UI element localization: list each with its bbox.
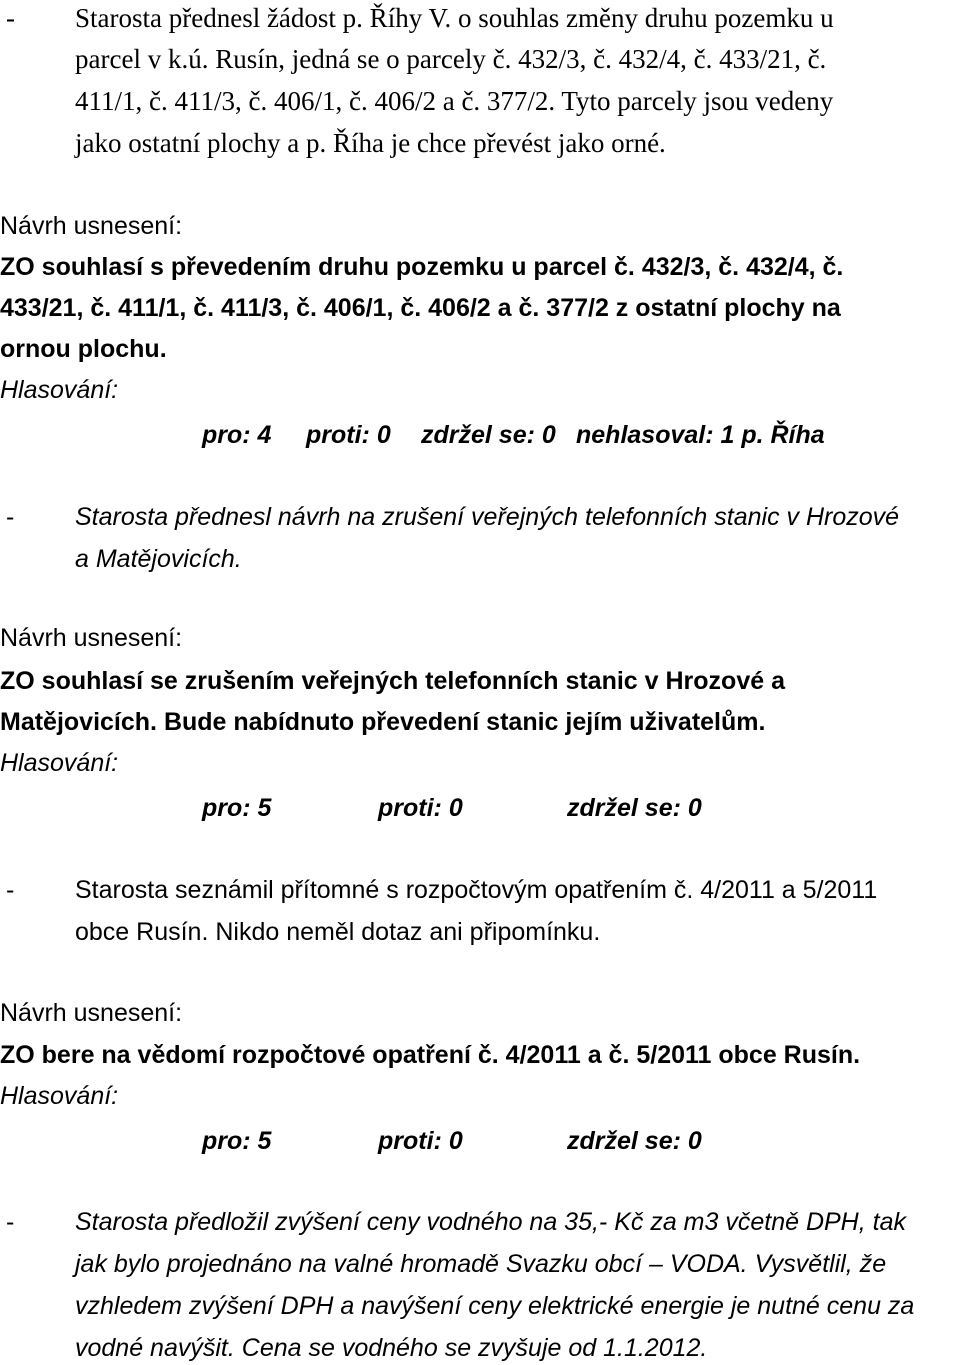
vote-proti: proti: 0 xyxy=(378,794,463,822)
list-dash: - xyxy=(6,3,15,33)
list-item-1-line-3: 411/1, č. 411/3, č. 406/1, č. 406/2 a č. 377/2. Tyto parcely jsou vedeny xyxy=(75,86,834,116)
list-item-4-line-4: vodné navýšit. Cena se vodného se zvyšuje od 1.1.2012. xyxy=(75,1334,708,1362)
proposal-heading: Návrh usnesení: xyxy=(0,999,183,1027)
resolution-line: ZO bere na vědomí rozpočtové opatření č. 4/2011 a č. 5/2011 obce Rusín. xyxy=(0,1041,861,1069)
resolution-line: ZO souhlasí s převedením druhu pozemku u parcel č. 432/3, č. 432/4, č. xyxy=(0,253,844,281)
vote-pro: pro: 5 xyxy=(202,794,272,822)
vote-pro: pro: 5 xyxy=(202,1127,272,1155)
vote-zdrzel: zdržel se: 0 xyxy=(567,1127,702,1155)
vote-proti: proti: 0 xyxy=(378,1127,463,1155)
list-item-text: Starosta předložil zvýšení ceny vodného na 35,- Kč za m3 včetně DPH, tak xyxy=(75,1208,906,1236)
list-dash: - xyxy=(6,503,15,531)
vote-zdrzel: zdržel se: 0 xyxy=(567,794,702,822)
list-item-1-line-4: jako ostatní plochy a p. Říha je chce převést jako orné. xyxy=(75,128,666,158)
resolution-line: 433/21, č. 411/1, č. 411/3, č. 406/1, č. 406/2 a č. 377/2 z ostatní plochy na xyxy=(0,294,841,322)
list-item-4-line-3: vzhledem zvýšení DPH a navýšení ceny elektrické energie je nutné cenu za xyxy=(75,1292,915,1320)
list-item-3-line-2: obce Rusín. Nikdo neměl dotaz ani připomínku. xyxy=(75,918,601,946)
list-dash: - xyxy=(6,1208,15,1236)
resolution-line: ZO souhlasí se zrušením veřejných telefonních stanic v Hrozové a xyxy=(0,667,785,695)
vote-proti: proti: 0 xyxy=(306,421,391,449)
list-item-text: Starosta seznámil přítomné s rozpočtovým opatřením č. 4/2011 a 5/2011 xyxy=(75,876,878,904)
vote-nehlasoval: nehlasoval: 1 p. Říha xyxy=(576,421,825,449)
list-item-text: Starosta přednesl žádost p. Říhy V. o souhlas změny druhu pozemku u xyxy=(75,3,834,33)
list-dash: - xyxy=(6,876,15,904)
list-item-text: Starosta přednesl návrh na zrušení veřejných telefonních stanic v Hrozové xyxy=(75,503,900,531)
proposal-heading: Návrh usnesení: xyxy=(0,212,183,240)
list-item-2-line-2: a Matějovicích. xyxy=(75,545,242,573)
vote-zdrzel: zdržel se: 0 xyxy=(421,421,556,449)
resolution-line: ornou plochu. xyxy=(0,335,167,363)
voting-heading: Hlasování: xyxy=(0,749,119,777)
voting-heading: Hlasování: xyxy=(0,1082,119,1110)
list-item-4-line-2: jak bylo projednáno na valné hromadě Svazku obcí – VODA. Vysvětlil, že xyxy=(75,1250,887,1278)
proposal-heading: Návrh usnesení: xyxy=(0,624,183,652)
vote-pro: pro: 4 xyxy=(202,421,272,449)
resolution-line: Matějovicích. Bude nabídnuto převedení stanic jejím uživatelům. xyxy=(0,708,766,736)
voting-heading: Hlasování: xyxy=(0,376,119,404)
list-item-1-line-2: parcel v k.ú. Rusín, jedná se o parcely č. 432/3, č. 432/4, č. 433/21, č. xyxy=(75,44,827,74)
